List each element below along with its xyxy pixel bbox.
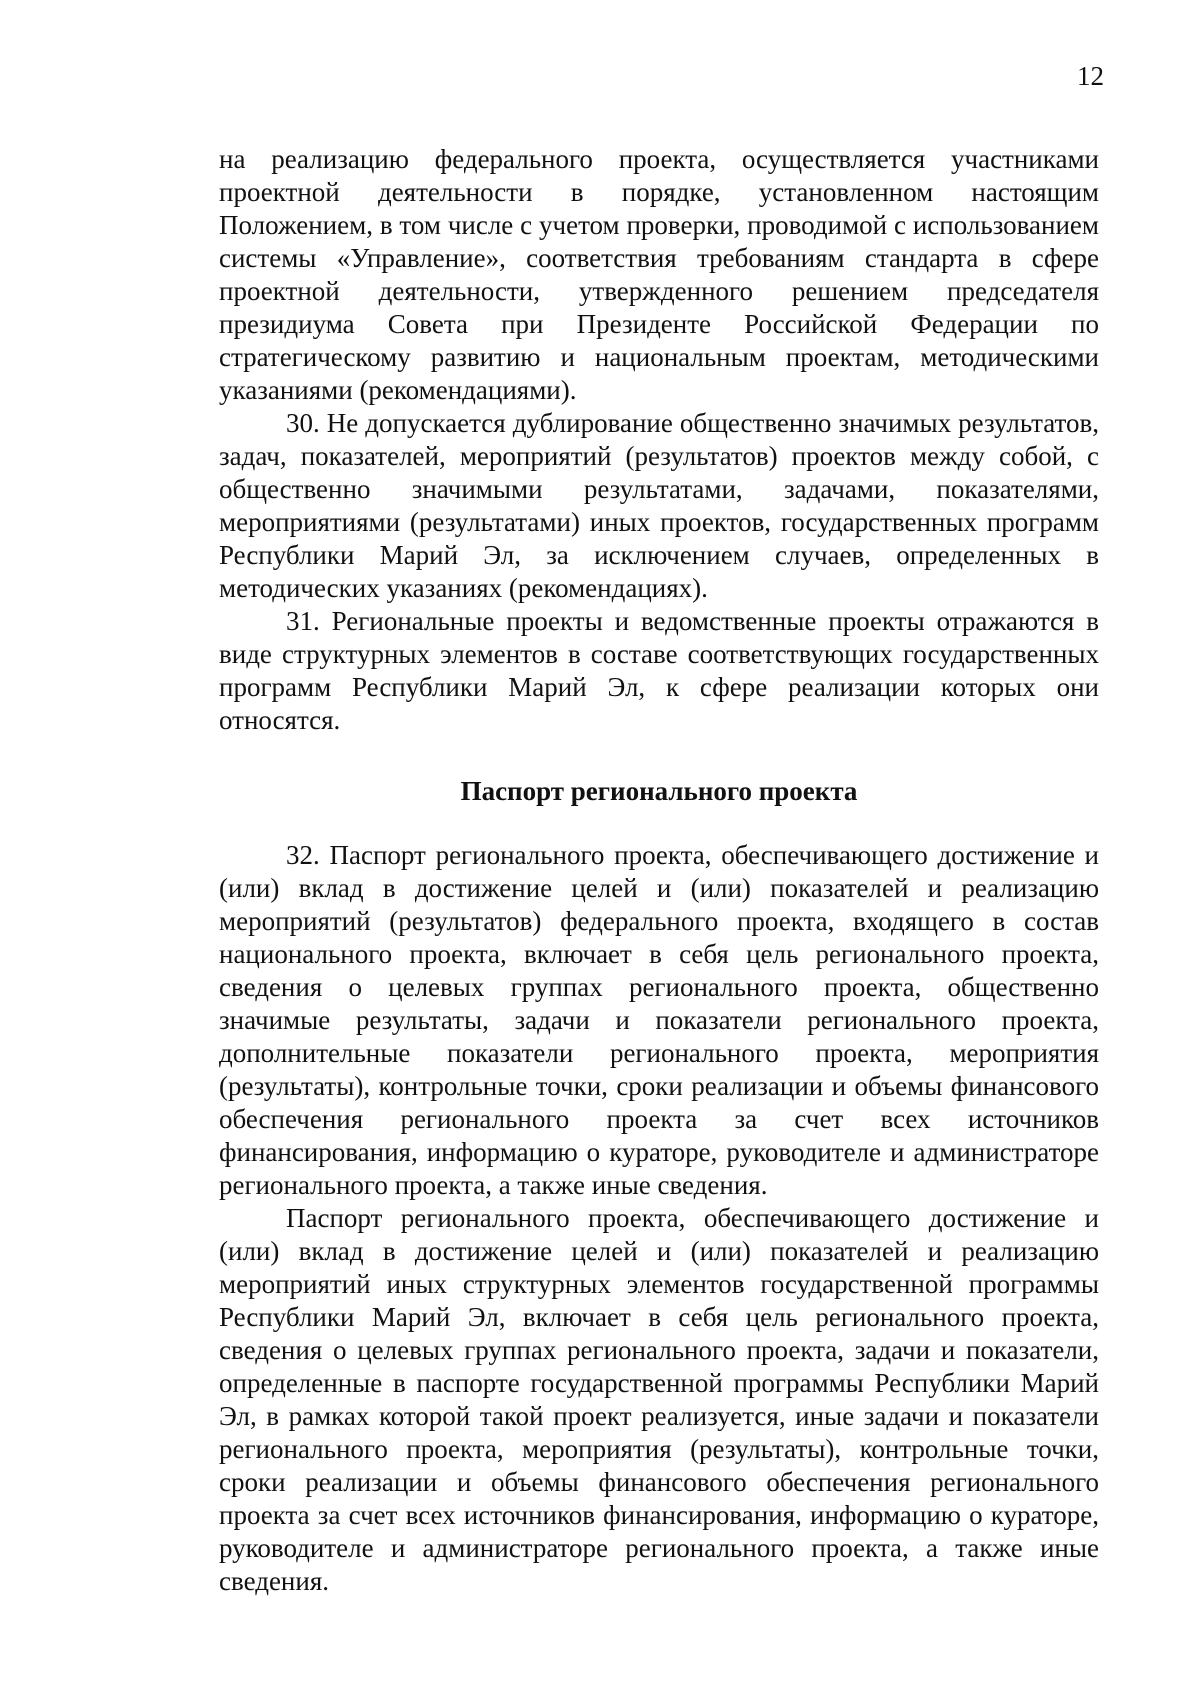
- paragraph-31: 31. Региональные проекты и ведомственные проекты отражаются в виде структурных элементов в составе соответствующих государственных программ Республики Марий Эл, к сфере реализации которых они относятся.: [219, 606, 1099, 735]
- document-body: [219, 143, 1099, 1598]
- paragraph-32-continued: Паспорт регионального проекта, обеспечивающего достижение и (или) вклад в достижение целей и (или) показателей и реализацию мероприятий иных структурных элементов государственной программы Республики Марий Эл, включает в себя цель регионального проекта, сведения о целевых группах регионального проекта, задачи и показатели, определенные в паспорте государственной программы Республики Марий Эл, в рамках которой такой проект реализуется, иные задачи и показатели регионального проекта, мероприятия (результаты), контрольные точки, сроки реализации и объемы финансового обеспечения регионального проекта за счет всех источников финансирования, информацию о кураторе, руководителе и администраторе регионального проекта, а также иные сведения.: [219, 1203, 1099, 1596]
- paragraph-continuation: на реализацию федерального проекта, осуществляется участниками проектной деятельности в порядке, установленном настоящим Положением, в том числе с учетом проверки, проводимой с использованием системы «Управление», соответствия требованиям стандарта в сфере проектной деятельности, утвержденного решением председателя президиума Совета при Президенте Российской Федерации по стратегическому развитию и национальным проектам, методическими указаниями (рекомендациями).: [219, 144, 1099, 405]
- paragraph-32: 32. Паспорт регионального проекта, обеспечивающего достижение и (или) вклад в достижение целей и (или) показателей и реализацию мероприятий (результатов) федерального проекта, входящего в состав национального проекта, включает в себя цель регионального проекта, сведения о целевых группах регионального проекта, общественно значимые результаты, задачи и показатели регионального проекта, дополнительные показатели регионального проекта, мероприятия (результаты), контрольные точки, сроки реализации и объемы финансового обеспечения регионального проекта за счет всех источников финансирования, информацию о кураторе, руководителе и администраторе регионального проекта, а также иные сведения.: [219, 840, 1099, 1200]
- page-number: 12: [1077, 61, 1104, 91]
- section-heading: Паспорт регионального проекта: [460, 776, 858, 806]
- paragraph-30: 30. Не допускается дублирование общественно значимых результатов, задач, показателей, мероприятий (результатов) проектов между собой, с общественно значимыми результатами, задачами, показателями, мероприятиями (результатами) иных проектов, государственных программ Республики Марий Эл, за исключением случаев, определенных в методических указаниях (рекомендациях).: [219, 408, 1099, 603]
